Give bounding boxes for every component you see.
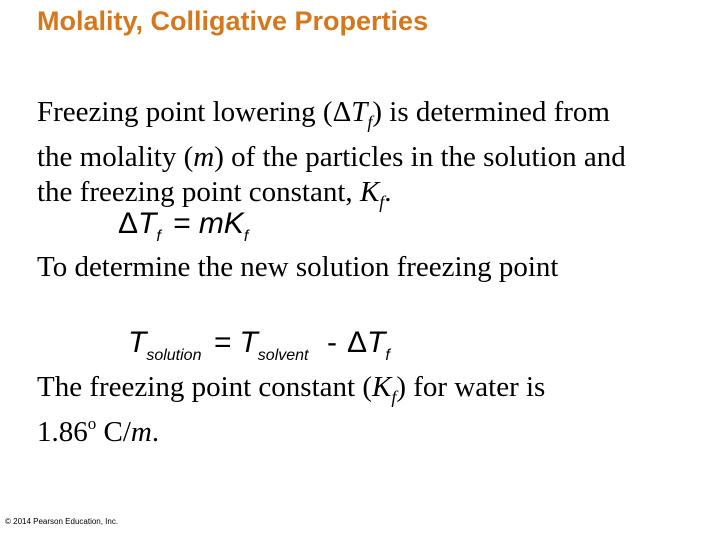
eq-term: mK <box>198 207 244 240</box>
water-constant-text <box>37 370 545 453</box>
text-segment: . <box>151 415 160 448</box>
text-segment: the freezing point constant, <box>37 175 360 208</box>
text-segment: . <box>384 175 392 208</box>
eq-subscript: f <box>243 228 249 245</box>
variable-k: K <box>359 175 380 208</box>
subscript-f: f <box>367 111 373 132</box>
constant-value: 1.86 <box>37 415 88 448</box>
slide-title: Molality, Colligative Properties <box>37 6 429 36</box>
variable-m: m <box>193 140 215 173</box>
eq-term: T <box>138 207 157 240</box>
variable-k: K <box>372 371 392 403</box>
eq-subscript: solvent <box>257 347 309 364</box>
constant-line-1 <box>37 370 545 415</box>
eq-subscript: f <box>156 228 161 245</box>
freezing-point-depression-equation <box>118 207 249 245</box>
unit-text: C/ <box>96 415 131 448</box>
subscript-f: f <box>379 191 385 212</box>
subscript-f: f <box>391 386 397 407</box>
equals-sign: = <box>173 207 191 240</box>
text-segment: ) of the particles in the solution and <box>214 140 626 173</box>
text-segment: ) for water is <box>396 371 546 403</box>
eq-term: T <box>239 326 258 359</box>
variable-m: m <box>130 415 152 448</box>
degree-superscript: o <box>87 413 97 433</box>
eq-subscript: solution <box>146 347 202 364</box>
variable-t: T <box>351 96 368 128</box>
eq-term: T <box>367 326 386 359</box>
delta-symbol: Δ <box>118 207 139 240</box>
copyright-footer: © 2014 Pearson Education, Inc. <box>5 517 119 526</box>
freezing-point-description <box>37 95 626 220</box>
delta-symbol: Δ <box>346 326 367 359</box>
text-segment: the molality ( <box>37 140 194 173</box>
equals-sign: = <box>213 326 232 359</box>
solution-freezing-point-equation <box>128 326 390 364</box>
new-freezing-point-text: To determine the new solution freezing point <box>37 251 559 283</box>
constant-line-2 <box>37 415 545 453</box>
minus-sign: - <box>326 326 337 359</box>
eq-subscript: f <box>385 347 390 364</box>
text-segment: Freezing point lowering (Δ <box>37 96 352 128</box>
eq-term: T <box>128 326 147 359</box>
description-line-1 <box>37 95 626 140</box>
description-line-2 <box>37 140 626 175</box>
text-segment: ) is determined from <box>372 96 610 128</box>
text-segment: The freezing point constant ( <box>37 371 372 403</box>
